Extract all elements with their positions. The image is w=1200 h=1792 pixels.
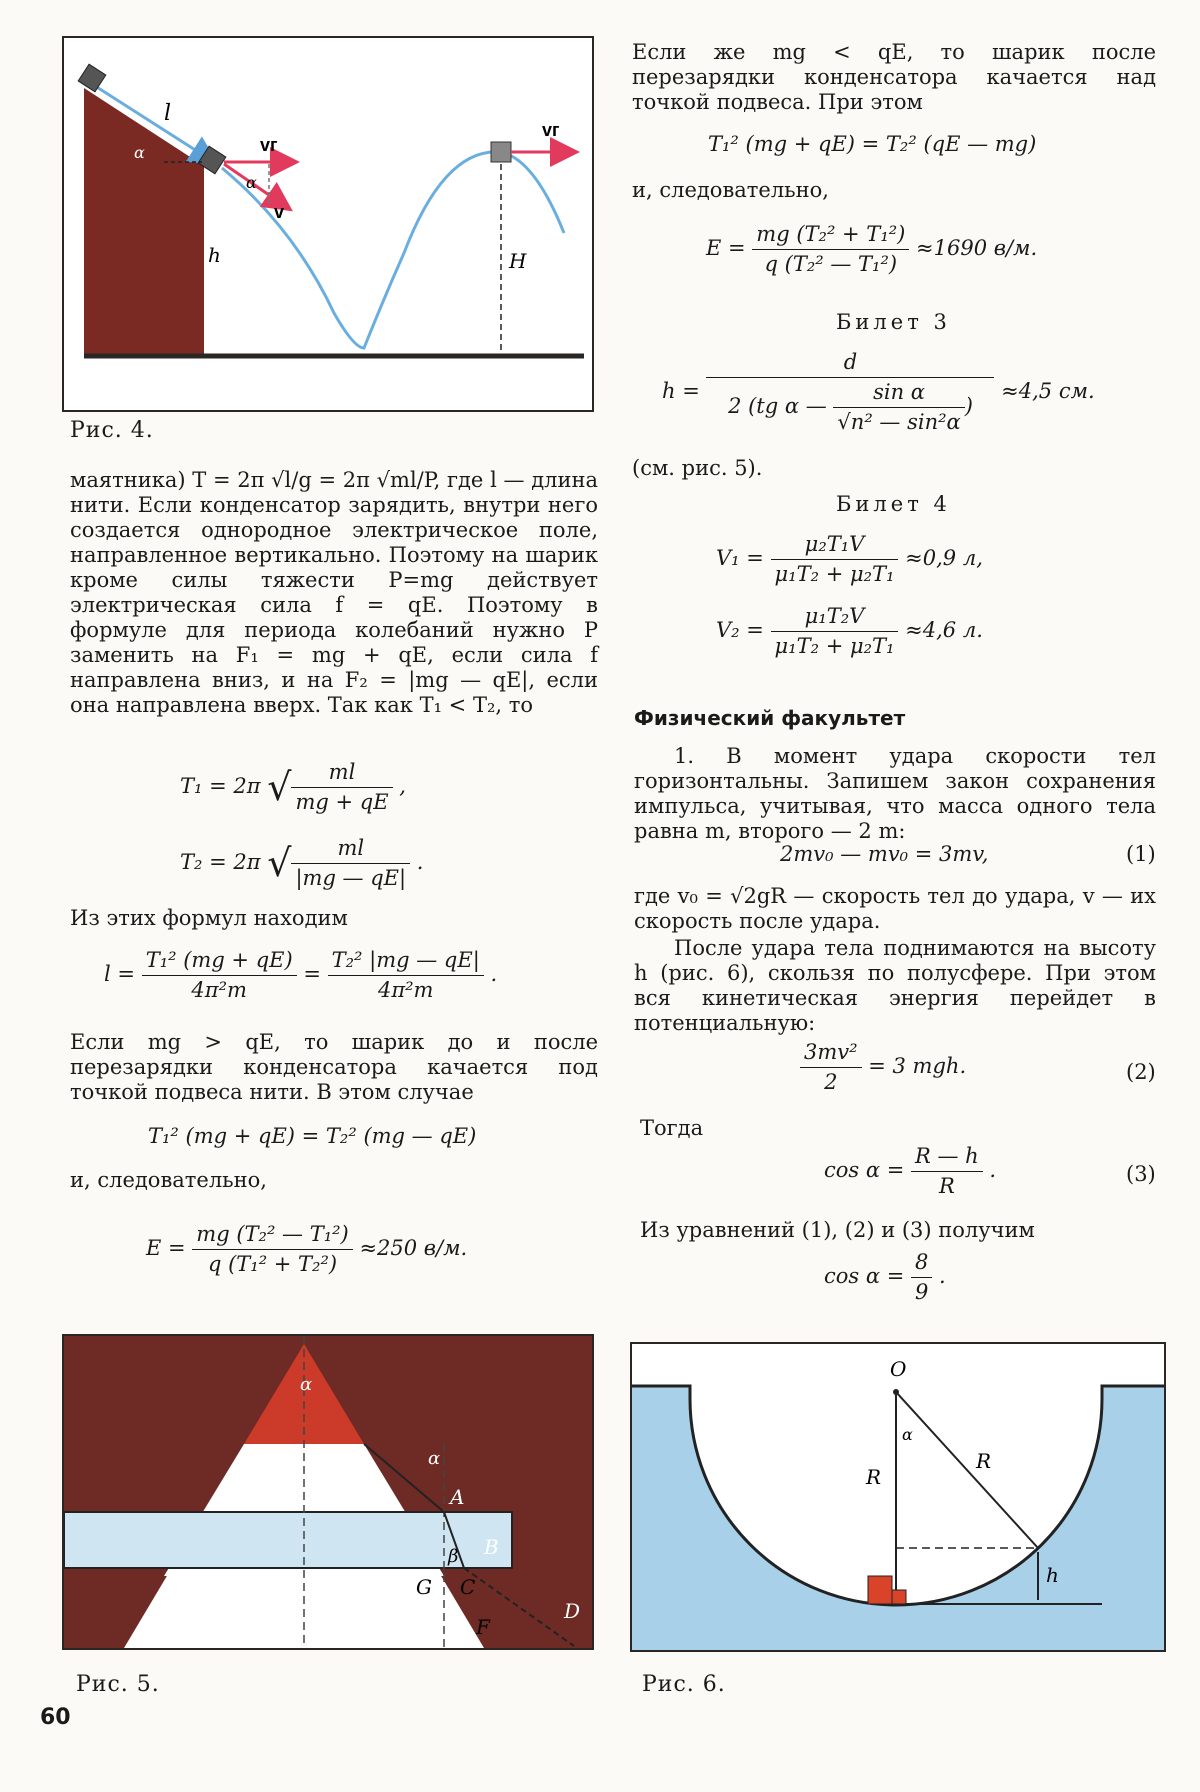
fig5-label-D: D bbox=[564, 1599, 581, 1623]
eq-4-num: 8 bbox=[911, 1250, 932, 1278]
left-para-1: маятника) T = 2π √l/g = 2π √ml/P, где l — длина нити. Если конденсатор зарядить, внутри него создается однородное электрическое поле, направленное вертикально. Поэтому на шарик кроме силы тяжести P=mg действует электрическая сила f = qE. Поэтому в формуле для периода колебаний нужно P заменить на F₁ = mg + qE, если сила f направлена вниз, и на F₂ = |mg — qE|, если она направлена вверх. Так как T₁ < T₂, то bbox=[70, 468, 598, 717]
fig5-label-beta: β bbox=[448, 1546, 459, 1567]
fig6-label-R-1: R bbox=[866, 1465, 882, 1489]
eq-l-den1: 4π²m bbox=[191, 978, 247, 1002]
right-para-3: 1. В момент удара скорости тел горизонтальны. Запишем закон сохранения импульса, учитывая, что масса одного тела равна m, второго — 2 m: bbox=[634, 744, 1156, 843]
eq-V2-den: μ₁T₂ + μ₂T₁ bbox=[774, 634, 895, 658]
fig6-label-R-2: R bbox=[976, 1449, 992, 1473]
right-para-7: Из уравнений (1), (2) и (3) получим bbox=[640, 1218, 1035, 1242]
label-l: l bbox=[164, 101, 172, 126]
left-para-2: Из этих формул находим bbox=[70, 906, 348, 930]
eq-h-val: ≈4,5 см. bbox=[1001, 379, 1095, 403]
eq-l-num2: T₂² |mg — qE| bbox=[328, 948, 484, 976]
eq-3-num: R — h bbox=[911, 1144, 983, 1172]
eq-h-lhs: h = bbox=[662, 379, 700, 403]
figure-5 bbox=[62, 1334, 594, 1650]
eq-E1-lhs: E = bbox=[146, 1236, 186, 1260]
fig6-label-h: h bbox=[1046, 1563, 1059, 1587]
eq-V2-val: ≈4,6 л. bbox=[905, 618, 983, 642]
left-para-3: Если mg > qE, то шарик до и после перезарядки конденсатора качается под точкой подвеса нити. В этом случае bbox=[70, 1030, 598, 1104]
eq-T1-num: ml bbox=[291, 760, 392, 788]
ticket-3-heading: Билет 3 bbox=[836, 310, 951, 334]
eq-h-den-pre: 2 (tg α — bbox=[728, 394, 827, 418]
eq-3-number: (3) bbox=[1126, 1162, 1156, 1186]
eq-2-num: 3mv² bbox=[800, 1040, 862, 1068]
eq-h bbox=[662, 350, 1095, 435]
eq-T1-den: mg + qE bbox=[295, 790, 389, 814]
eq-E1-num: mg (T₂² — T₁²) bbox=[192, 1222, 352, 1250]
eq-l-den2: 4π²m bbox=[377, 978, 434, 1002]
eq-2-number: (2) bbox=[1126, 1060, 1156, 1084]
label-vg-1: vг bbox=[260, 135, 278, 155]
eq-E2-val: ≈1690 в/м. bbox=[916, 236, 1038, 260]
figure-4-caption: Рис. 4. bbox=[70, 418, 154, 443]
fig5-label-alpha-2: α bbox=[428, 1448, 441, 1469]
eq-4-lhs: cos α = bbox=[824, 1264, 905, 1288]
eq-E1 bbox=[146, 1222, 467, 1277]
eq-V2 bbox=[716, 604, 983, 659]
eq-T1: T₁ = 2π √ $\frac{ml}{mg + qE}$ , bbox=[180, 760, 406, 814]
label-alpha-1: α bbox=[134, 143, 145, 162]
eq-T2-den: |mg — qE| bbox=[295, 866, 407, 890]
eq-h-inner-num: sin α bbox=[833, 380, 964, 408]
fig6-label-O: O bbox=[890, 1357, 907, 1381]
fig5-label-C: C bbox=[460, 1575, 476, 1599]
right-para-6: Тогда bbox=[640, 1116, 704, 1140]
eq-1-number: (1) bbox=[1126, 842, 1156, 866]
fig5-label-B: B bbox=[484, 1535, 499, 1559]
label-v: v bbox=[274, 202, 285, 222]
eq-4: cos α = $\frac{8}{9}$ . bbox=[824, 1250, 946, 1304]
eq-2-den: 2 bbox=[824, 1070, 838, 1094]
figure-5-caption: Рис. 5. bbox=[76, 1672, 160, 1697]
fig5-label-alpha-1: α bbox=[300, 1374, 313, 1395]
eq-T2-lhs: T₂ = 2π bbox=[180, 850, 261, 874]
eq-l-lhs: l = bbox=[104, 962, 135, 986]
fig5-label-A: A bbox=[450, 1485, 465, 1509]
eq-l-num1: T₁² (mg + qE) bbox=[142, 948, 297, 976]
eq-h-num: d bbox=[706, 350, 994, 378]
ticket-4-heading: Билет 4 bbox=[836, 492, 951, 516]
label-H: H bbox=[509, 249, 527, 273]
eq-V1-num: μ₂T₁V bbox=[771, 532, 899, 560]
eq-3-lhs: cos α = bbox=[824, 1158, 905, 1182]
eq-V1-lhs: V₁ = bbox=[716, 546, 764, 570]
right-para-2: и, следовательно, bbox=[632, 178, 829, 202]
figure-6 bbox=[630, 1342, 1166, 1652]
ref-fig5: (см. рис. 5). bbox=[632, 456, 763, 480]
eq-case2: T₁² (mg + qE) = T₂² (qE — mg) bbox=[708, 132, 1037, 156]
label-h: h bbox=[208, 243, 221, 267]
eq-2-rhs: = 3 mgh. bbox=[868, 1054, 967, 1078]
figure-6-drawing bbox=[632, 1344, 1164, 1650]
eq-T2-num: ml bbox=[291, 836, 410, 864]
eq-1: 2mv₀ — mv₀ = 3mv, bbox=[780, 842, 989, 866]
eq-V1-val: ≈0,9 л, bbox=[905, 546, 983, 570]
figure-6-caption: Рис. 6. bbox=[642, 1672, 726, 1697]
label-vg-2: vг bbox=[542, 120, 560, 140]
eq-T1-lhs: T₁ = 2π bbox=[180, 774, 261, 798]
eq-E2 bbox=[706, 222, 1037, 277]
page-number: 60 bbox=[40, 1705, 71, 1730]
eq-h-inner-den: √n² — sin²α bbox=[837, 410, 961, 434]
glass-plate bbox=[64, 1512, 512, 1568]
eq-E2-num: mg (T₂² + T₁²) bbox=[752, 222, 909, 250]
right-para-5: После удара тела поднимаются на высоту h (рис. 6), скользя по полусфере. При этом вся кинетическая энергия перейдет в потенциальную: bbox=[634, 936, 1156, 1035]
eq-V2-num: μ₁T₂V bbox=[771, 604, 899, 632]
eq-E1-den: q (T₁² + T₂²) bbox=[207, 1252, 338, 1276]
fig6-label-alpha: α bbox=[902, 1425, 913, 1444]
eq-T2: T₂ = 2π √ $\frac{ml}{|mg — qE|}$ . bbox=[180, 836, 424, 890]
eq-E2-den: q (T₂² — T₁²) bbox=[764, 252, 898, 276]
figure-4-drawing bbox=[64, 38, 592, 410]
label-alpha-2: α bbox=[246, 173, 257, 192]
section-heading: Физический факультет bbox=[634, 706, 906, 730]
fig5-label-F: F bbox=[476, 1615, 490, 1639]
block-peak bbox=[491, 142, 511, 162]
eq-V1-den: μ₁T₂ + μ₂T₁ bbox=[774, 562, 895, 586]
eq-E2-lhs: E = bbox=[706, 236, 746, 260]
center-point bbox=[893, 1389, 899, 1395]
eq-h-den-post: ) bbox=[964, 394, 973, 418]
eq-2 bbox=[800, 1040, 966, 1095]
block-large bbox=[868, 1576, 892, 1604]
right-para-1: Если же mg < qE, то шарик после перезарядки конденсатора качается над точкой подвеса. При этом bbox=[632, 40, 1156, 114]
figure-5-drawing bbox=[64, 1336, 592, 1648]
fig5-label-G: G bbox=[416, 1575, 432, 1599]
eq-E1-val: ≈250 в/м. bbox=[359, 1236, 468, 1260]
block-small bbox=[892, 1590, 906, 1604]
eq-l: l = $\frac{\text{T₁² (mg + qE)}}{\text{4π²m}}$ = $\frac{\text{T₂² |mg — qE|}}{\text{4π²m}}$ . bbox=[104, 948, 498, 1002]
eq-3-den: R bbox=[938, 1174, 955, 1198]
figure-4 bbox=[62, 36, 594, 412]
eq-3: cos α = $\frac{R — h}{R}$ . bbox=[824, 1144, 997, 1198]
eq-V2-lhs: V₂ = bbox=[716, 618, 764, 642]
left-column bbox=[70, 468, 598, 718]
eq-case1: T₁² (mg + qE) = T₂² (mg — qE) bbox=[148, 1124, 477, 1148]
eq-4-den: 9 bbox=[915, 1280, 929, 1304]
right-para-4: где v₀ = √2gR — скорость тел до удара, v — их скорость после удара. bbox=[634, 884, 1156, 933]
eq-V1 bbox=[716, 532, 983, 587]
left-para-4: и, следовательно, bbox=[70, 1168, 267, 1192]
